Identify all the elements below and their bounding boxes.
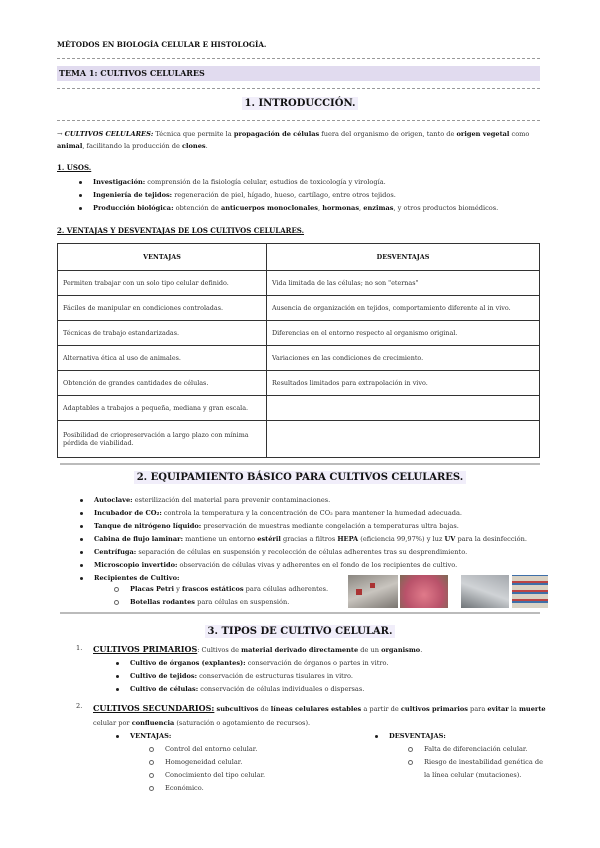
cons-label: DESVENTAJAS:: [389, 732, 446, 740]
text-run: clones: [182, 142, 206, 150]
bullet-icon: [80, 551, 83, 554]
pros-cons-table: [57, 243, 540, 458]
usos-list: [93, 176, 543, 215]
text-run: muerte: [518, 705, 546, 713]
table-cell: [267, 396, 540, 421]
list-item: [130, 730, 330, 743]
text-run: enzimas: [363, 204, 394, 212]
text-run: esterilización del material para prevenir contaminaciones.: [132, 496, 331, 504]
secondary-pros: [130, 730, 330, 795]
bullet-icon: [80, 564, 83, 567]
text-run: animal: [57, 142, 83, 150]
text-run: controla la temperatura y la concentración de CO₂ para mantener la humedad adecuada.: [161, 509, 463, 517]
text-run: obtención de: [173, 204, 221, 212]
text-run: y: [174, 585, 182, 593]
text-run: →: [57, 130, 65, 138]
text-run: CULTIVOS PRIMARIOS: [93, 644, 198, 654]
text-run: conservación de órganos o partes in vitro.: [245, 659, 389, 667]
rich-text: [94, 522, 459, 530]
bullet-icon: [79, 207, 82, 210]
subsection-usos: 1. USOS.: [57, 163, 92, 172]
text-run: la: [508, 705, 519, 713]
table-header: VENTAJAS: [58, 244, 267, 271]
circle-bullet-icon: [149, 747, 154, 752]
bullet-icon: [116, 675, 119, 678]
list-item: [94, 494, 544, 507]
list-number: 2.: [76, 702, 83, 710]
list-item: [130, 596, 350, 609]
text-run: anticuerpos monoclonales: [220, 204, 319, 212]
table-cell: Posibilidad de criopreservación a largo plazo con mínima pérdida de viabilidad.: [58, 421, 267, 458]
rich-text: [93, 178, 386, 186]
text-run: como: [509, 130, 530, 138]
list-item: [94, 546, 544, 559]
list-item: [93, 176, 543, 189]
circle-bullet-icon: [149, 760, 154, 765]
list-item: [130, 657, 530, 670]
divider: [60, 612, 540, 614]
text-run: hormonas: [322, 204, 360, 212]
table-cell: Obtención de grandes cantidades de células.: [58, 371, 267, 396]
text-run: mantiene un entorno: [183, 535, 258, 543]
text-run: UV: [444, 535, 456, 543]
table-cell: Fáciles de manipular en condiciones controladas.: [58, 296, 267, 321]
text-run: Técnica que permite la: [153, 130, 234, 138]
bullet-icon: [116, 688, 119, 691]
text-run: observación de células vivas y adherentes en el fondo de los recipientes de cultivo.: [177, 561, 458, 569]
list-item: [94, 507, 544, 520]
text-run: celular por: [93, 719, 132, 727]
bullet-icon: [80, 525, 83, 528]
text-run: cultivos primarios: [400, 705, 468, 713]
text-run: para células adherentes.: [243, 585, 329, 593]
text-run: Ingeniería de tejidos:: [93, 191, 173, 199]
text-run: subcultivos: [216, 705, 259, 713]
text-run: frascos estáticos: [181, 585, 244, 593]
divider: [57, 120, 540, 121]
text-run: separación de células en suspensión y recolección de células adherentes tras su desprendimiento.: [136, 548, 468, 556]
list-item: [424, 743, 549, 756]
bullet-icon: [116, 735, 119, 738]
text-run: Centrífuga:: [94, 548, 137, 556]
list-item-text: Conocimiento del tipo celular.: [165, 771, 266, 779]
text-run: de un: [358, 646, 382, 654]
text-run: Microscopio invertido:: [94, 561, 178, 569]
primary-cultures: [93, 643, 543, 657]
table-cell: Resultados limitados para extrapolación in vivo.: [267, 371, 540, 396]
text-run: gracias a filtros: [280, 535, 338, 543]
text-run: ,: [359, 204, 364, 212]
rich-text: [130, 685, 364, 693]
text-run: para la desinfección.: [455, 535, 527, 543]
text-run: (saturación o agotamiento de recursos).: [174, 719, 311, 727]
table-cell: Variaciones en las condiciones de crecimiento.: [267, 346, 540, 371]
text-run: Producción biológica:: [93, 204, 174, 212]
flask-photo: [461, 575, 509, 608]
rich-text: [94, 548, 467, 556]
rich-text: [94, 535, 527, 543]
rich-text: [130, 672, 353, 680]
text-run: Cultivo de órganos (explantes):: [130, 659, 246, 667]
text-run: Tanque de nitrógeno líquido:: [94, 522, 202, 530]
text-run: CULTIVOS CELULARES:: [64, 130, 154, 138]
text-run: comprensión de la fisiología celular, estudios de toxicología y virología.: [145, 178, 386, 186]
list-item: [130, 670, 530, 683]
secondary-cons: [389, 730, 549, 782]
containers-list: [130, 583, 350, 609]
list-item: [94, 520, 544, 533]
text-run: Incubador de CO₂:: [94, 509, 162, 517]
text-run: Autoclave:: [94, 496, 133, 504]
list-item: [94, 533, 544, 546]
section-title-text: 1. INTRODUCCIÓN.: [242, 97, 359, 110]
section-title-text: 3. TIPOS DE CULTIVO CELULAR.: [205, 625, 396, 638]
text-run: Investigación:: [93, 178, 146, 186]
text-run: líneas celulares estables: [270, 705, 362, 713]
table-row: [58, 321, 540, 346]
rich-text: [130, 659, 388, 667]
list-item: [130, 583, 350, 596]
list-item: [93, 189, 543, 202]
bullet-icon: [80, 577, 83, 580]
equipment-list: [94, 494, 544, 585]
static-flasks-photo: [400, 575, 448, 608]
text-run: : Cultivos de: [197, 646, 242, 654]
divider: [60, 463, 540, 465]
topic-title: TEMA 1: CULTIVOS CELULARES: [57, 66, 540, 81]
bullet-icon: [80, 538, 83, 541]
list-item: [130, 683, 530, 696]
table-row: [58, 396, 540, 421]
roller-bottles-photo: [512, 575, 548, 608]
section-title-text: 2. EQUIPAMIENTO BÁSICO PARA CULTIVOS CELULARES.: [134, 471, 467, 484]
list-item: [389, 730, 549, 743]
table-row: [58, 346, 540, 371]
bullet-icon: [116, 662, 119, 665]
section-title-intro: [0, 98, 600, 109]
text-run: conservación de células individuales o dispersas.: [198, 685, 365, 693]
table-cell: Ausencia de organización en tejidos, comportamiento diferente al in vivo.: [267, 296, 540, 321]
table-cell: Diferencias en el entorno respecto al organismo original.: [267, 321, 540, 346]
text-run: (eficiencia 99,97%) y luz: [358, 535, 445, 543]
table-row: [58, 371, 540, 396]
text-run: .: [205, 142, 208, 150]
circle-bullet-icon: [408, 747, 413, 752]
table-row: [58, 271, 540, 296]
section-title-equipo: [0, 472, 600, 483]
list-item: [93, 202, 543, 215]
list-item-text: Control del entorno celular.: [165, 745, 258, 753]
circle-bullet-icon: [114, 587, 119, 592]
list-item: [165, 756, 330, 769]
definition-paragraph: [57, 128, 542, 152]
pros-label: VENTAJAS:: [130, 732, 172, 740]
text-run: fuera del organismo de origen, tanto de: [319, 130, 457, 138]
table-cell: Vida limitada de las células; no son "eternas": [267, 271, 540, 296]
text-run: confluencia: [131, 719, 175, 727]
table-cell: [267, 421, 540, 458]
text-run: de: [258, 705, 271, 713]
secondary-cultures: [93, 701, 548, 730]
table-cell: Técnicas de trabajo estandarizadas.: [58, 321, 267, 346]
petri-dish-photo: [348, 575, 398, 608]
rich-text: [130, 598, 289, 606]
text-run: evitar: [487, 705, 509, 713]
rich-text: [93, 191, 396, 199]
text-run: Placas Petri: [130, 585, 175, 593]
list-item: [165, 782, 330, 795]
text-run: conservación de estructuras tisulares in vitro.: [197, 672, 353, 680]
divider: [57, 58, 540, 59]
list-item: [94, 559, 544, 572]
text-run: , facilitando la producción de: [82, 142, 182, 150]
bullet-icon: [375, 735, 378, 738]
bullet-icon: [80, 499, 83, 502]
table-row: [58, 296, 540, 321]
bullet-icon: [79, 194, 82, 197]
rich-text: [94, 574, 179, 582]
list-item-text: Falta de diferenciación celular.: [424, 745, 528, 753]
list-item-text: Homogeneidad celular.: [165, 758, 243, 766]
text-run: Recipientes de Cultivo:: [94, 574, 180, 582]
table-cell: Alternativa ética al uso de animales.: [58, 346, 267, 371]
rich-text: [94, 561, 457, 569]
text-run: material derivado directamente: [241, 646, 359, 654]
list-item-text: Riesgo de inestabilidad genética de la línea celular (mutaciones).: [424, 758, 543, 779]
circle-bullet-icon: [408, 760, 413, 765]
text-run: Cabina de flujo laminar:: [94, 535, 183, 543]
table-row: [58, 421, 540, 458]
text-run: Cultivo de tejidos:: [130, 672, 198, 680]
bullet-icon: [79, 181, 82, 184]
subsection-ventajas: 2. VENTAJAS Y DESVENTAJAS DE LOS CULTIVOS CELULARES.: [57, 226, 305, 235]
text-run: origen vegetal: [456, 130, 510, 138]
rich-text: [93, 204, 498, 212]
text-run: , y otros productos biomédicos.: [393, 204, 499, 212]
rich-text: [94, 509, 462, 517]
primary-cultures-list: [130, 657, 530, 696]
table-cell: Permiten trabajar con un solo tipo celular definido.: [58, 271, 267, 296]
list-item: [165, 769, 330, 782]
text-run: .: [420, 646, 423, 654]
text-run: Cultivo de células:: [130, 685, 199, 693]
list-item-text: Económico.: [165, 784, 204, 792]
list-item: [165, 743, 330, 756]
text-run: preservación de muestras mediante congelación a temperaturas ultra bajas.: [201, 522, 459, 530]
list-item: [424, 756, 549, 782]
text-run: HEPA: [337, 535, 359, 543]
divider: [57, 88, 540, 89]
circle-bullet-icon: [114, 600, 119, 605]
circle-bullet-icon: [149, 773, 154, 778]
text-run: regeneración de piel, hígado, hueso, cartílago, entre otros tejidos.: [172, 191, 396, 199]
list-number: 1.: [76, 644, 83, 652]
section-title-tipos: [0, 626, 600, 637]
table-cell: Adaptables a trabajos a pequeña, mediana y gran escala.: [58, 396, 267, 421]
text-run: para células en suspensión.: [195, 598, 290, 606]
text-run: Botellas rodantes: [130, 598, 196, 606]
text-run: propagación de células: [233, 130, 320, 138]
document-header: MÉTODOS EN BIOLOGÍA CELULAR E HISTOLOGÍA.: [57, 40, 267, 49]
text-run: organismo: [381, 646, 421, 654]
bullet-icon: [80, 512, 83, 515]
table-header: DESVENTAJAS: [267, 244, 540, 271]
text-run: ,: [318, 204, 323, 212]
rich-text: [94, 496, 330, 504]
rich-text: [130, 585, 328, 593]
text-run: CULTIVOS SECUNDARIOS:: [93, 703, 215, 713]
text-run: para: [467, 705, 488, 713]
text-run: a partir de: [361, 705, 401, 713]
circle-bullet-icon: [149, 786, 154, 791]
text-run: estéril: [257, 535, 281, 543]
